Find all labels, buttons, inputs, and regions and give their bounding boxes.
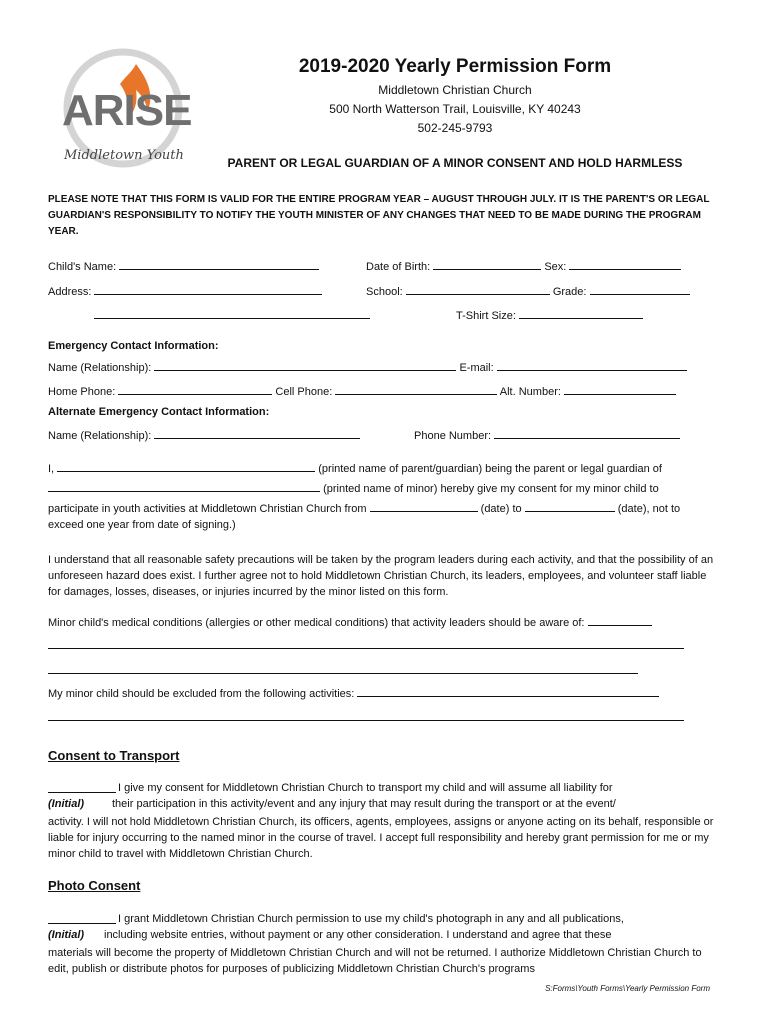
child-name-row (48, 258, 319, 273)
printed-parent-text: (printed name of parent/guardian) being the parent or legal guardian of (318, 463, 662, 475)
address-field[interactable] (94, 283, 322, 295)
validity-notice: PLEASE NOTE THAT THIS FORM IS VALID FOR THE ENTIRE PROGRAM YEAR – AUGUST THROUGH JULY. IT IS THE PARENT'S OR LEGAL GUARDIAN'S RESPONSIBILITY TO NOTIFY THE YOUTH MINISTER OF ANY CHANGES THAT NEED TO BE MADE DURING THE PROGRAM YEAR. (48, 194, 710, 237)
excluded-line-2[interactable] (48, 720, 684, 721)
logo-subtitle: Middletown Youth (64, 148, 184, 163)
cell-phone-label: Cell Phone: (275, 386, 333, 398)
org-address: 500 North Watterson Trail, Louisville, KY 40243 (329, 102, 581, 116)
emergency-email-field[interactable] (497, 359, 687, 371)
medical-row (48, 614, 652, 629)
start-date-field[interactable] (370, 500, 478, 512)
alternate-heading: Alternate Emergency Contact Information: (48, 406, 270, 418)
address-label: Address: (48, 286, 92, 298)
parent-name-field[interactable] (57, 460, 315, 472)
sex-label: Sex: (544, 261, 567, 273)
alternate-phone-row (414, 427, 680, 442)
dob-label: Date of Birth: (366, 261, 431, 273)
consent-i: I, (48, 463, 55, 475)
consent-line-1 (48, 460, 662, 475)
child-name-label: Child's Name: (48, 261, 117, 273)
home-phone-field[interactable] (118, 383, 272, 395)
understand-paragraph: I understand that all reasonable safety precautions will be taken by the program leaders during each activity, and that the possibility of an unforeseen hazard does exist. I further agree not to hold Middletown Christian Church, its leaders, employees, and volunteer staff liable for damages, losses, diseases, or injuries incurred by the minor listed on this form. (48, 554, 714, 598)
photo-initial-label: (Initial) (48, 929, 85, 941)
school-field[interactable] (406, 283, 550, 295)
date-to-text: (date) to (480, 503, 522, 515)
end-date-field[interactable] (525, 500, 615, 512)
grade-label: Grade: (552, 286, 587, 298)
address-field-2[interactable] (94, 307, 370, 319)
photo-line-2: including website entries, without payment or any other consideration. I understand and agree that these (104, 929, 612, 941)
emergency-heading: Emergency Contact Information: (48, 340, 219, 352)
tshirt-field[interactable] (519, 307, 643, 319)
excluded-field[interactable] (357, 685, 659, 697)
child-name-field[interactable] (119, 258, 319, 270)
excluded-row (48, 685, 659, 700)
dob-row (366, 258, 681, 273)
page-title: 2019-2020 Yearly Permission Form (298, 56, 612, 77)
transport-line-1: I give my consent for Middletown Christian Church to transport my child and will assume all liability for (118, 782, 613, 794)
home-phone-label: Home Phone: (48, 386, 116, 398)
medical-label: Minor child's medical conditions (allergies or other medical conditions) that activity leaders should be aware of: (48, 617, 585, 629)
footer-path: S:Forms\Youth Forms\Yearly Permission Form (545, 984, 710, 993)
sex-field[interactable] (569, 258, 681, 270)
printed-minor-text: (printed name of minor) hereby give my consent for my minor child to (323, 483, 659, 495)
excluded-label: My minor child should be excluded from the following activities: (48, 688, 355, 700)
alt-number-label: Alt. Number: (499, 386, 561, 398)
form-subtitle: PARENT OR LEGAL GUARDIAN OF A MINOR CONSENT AND HOLD HARMLESS (227, 156, 683, 170)
tshirt-label: T-Shirt Size: (456, 310, 516, 322)
alternate-name-row (48, 427, 360, 442)
alternate-name-label: Name (Relationship): (48, 430, 152, 442)
transport-paragraph: activity. I will not hold Middletown Christian Church, its officers, agents, employees, assigns or anyone acting on its behalf, responsible or liable for injury occurring to the named minor in the course of travel. I accept full responsibility and hereby grant permission for me or my minor child to travel with Middletown Christian Church. (48, 816, 714, 860)
transport-initial-line[interactable] (48, 781, 116, 793)
date-end-text: (date), not to (617, 503, 681, 515)
transport-heading: Consent to Transport (48, 748, 180, 763)
emergency-email-label: E-mail: (459, 362, 494, 374)
org-phone: 502-245-9793 (417, 121, 493, 135)
photo-initial-line[interactable] (48, 912, 116, 924)
school-label: School: (366, 286, 403, 298)
emergency-name-label: Name (Relationship): (48, 362, 152, 374)
minor-name-field[interactable] (48, 480, 320, 492)
alternate-phone-field[interactable] (494, 427, 680, 439)
participate-text: participate in youth activities at Middletown Christian Church from (48, 503, 367, 515)
medical-line-3[interactable] (48, 673, 638, 674)
photo-paragraph: materials will become the property of Middletown Christian Church and will not be returned. I authorize Middletown Christian Church to edit, publish or distribute photos for purposes of publicizing Middletown Christian Church's programs (48, 947, 702, 975)
transport-line-2: their participation in this activity/event and any injury that may result during the transport or at the event/ (112, 798, 616, 810)
address-line-2 (94, 307, 370, 322)
org-name: Middletown Christian Church (378, 83, 532, 97)
cell-phone-field[interactable] (335, 383, 497, 395)
photo-heading: Photo Consent (48, 878, 141, 893)
alternate-name-field[interactable] (154, 427, 360, 439)
transport-initial-label: (Initial) (48, 798, 85, 810)
school-row (366, 283, 690, 298)
dob-field[interactable] (433, 258, 541, 270)
arise-logo (56, 46, 190, 170)
consent-line-3 (48, 500, 680, 515)
consent-line-2 (48, 480, 659, 495)
address-row (48, 283, 322, 298)
emergency-name-row (48, 359, 687, 374)
emergency-name-field[interactable] (154, 359, 456, 371)
medical-line-2[interactable] (48, 648, 684, 649)
medical-field[interactable] (588, 614, 652, 626)
alt-number-field[interactable] (564, 383, 676, 395)
alternate-phone-label: Phone Number: (414, 430, 492, 442)
grade-field[interactable] (590, 283, 690, 295)
logo-word: ARISE (62, 86, 192, 135)
emergency-phones-row (48, 383, 676, 398)
photo-line-1: I grant Middletown Christian Church permission to use my child's photograph in any and all publications, (118, 913, 624, 925)
consent-line-4: exceed one year from date of signing.) (48, 519, 236, 531)
tshirt-row (456, 307, 643, 322)
